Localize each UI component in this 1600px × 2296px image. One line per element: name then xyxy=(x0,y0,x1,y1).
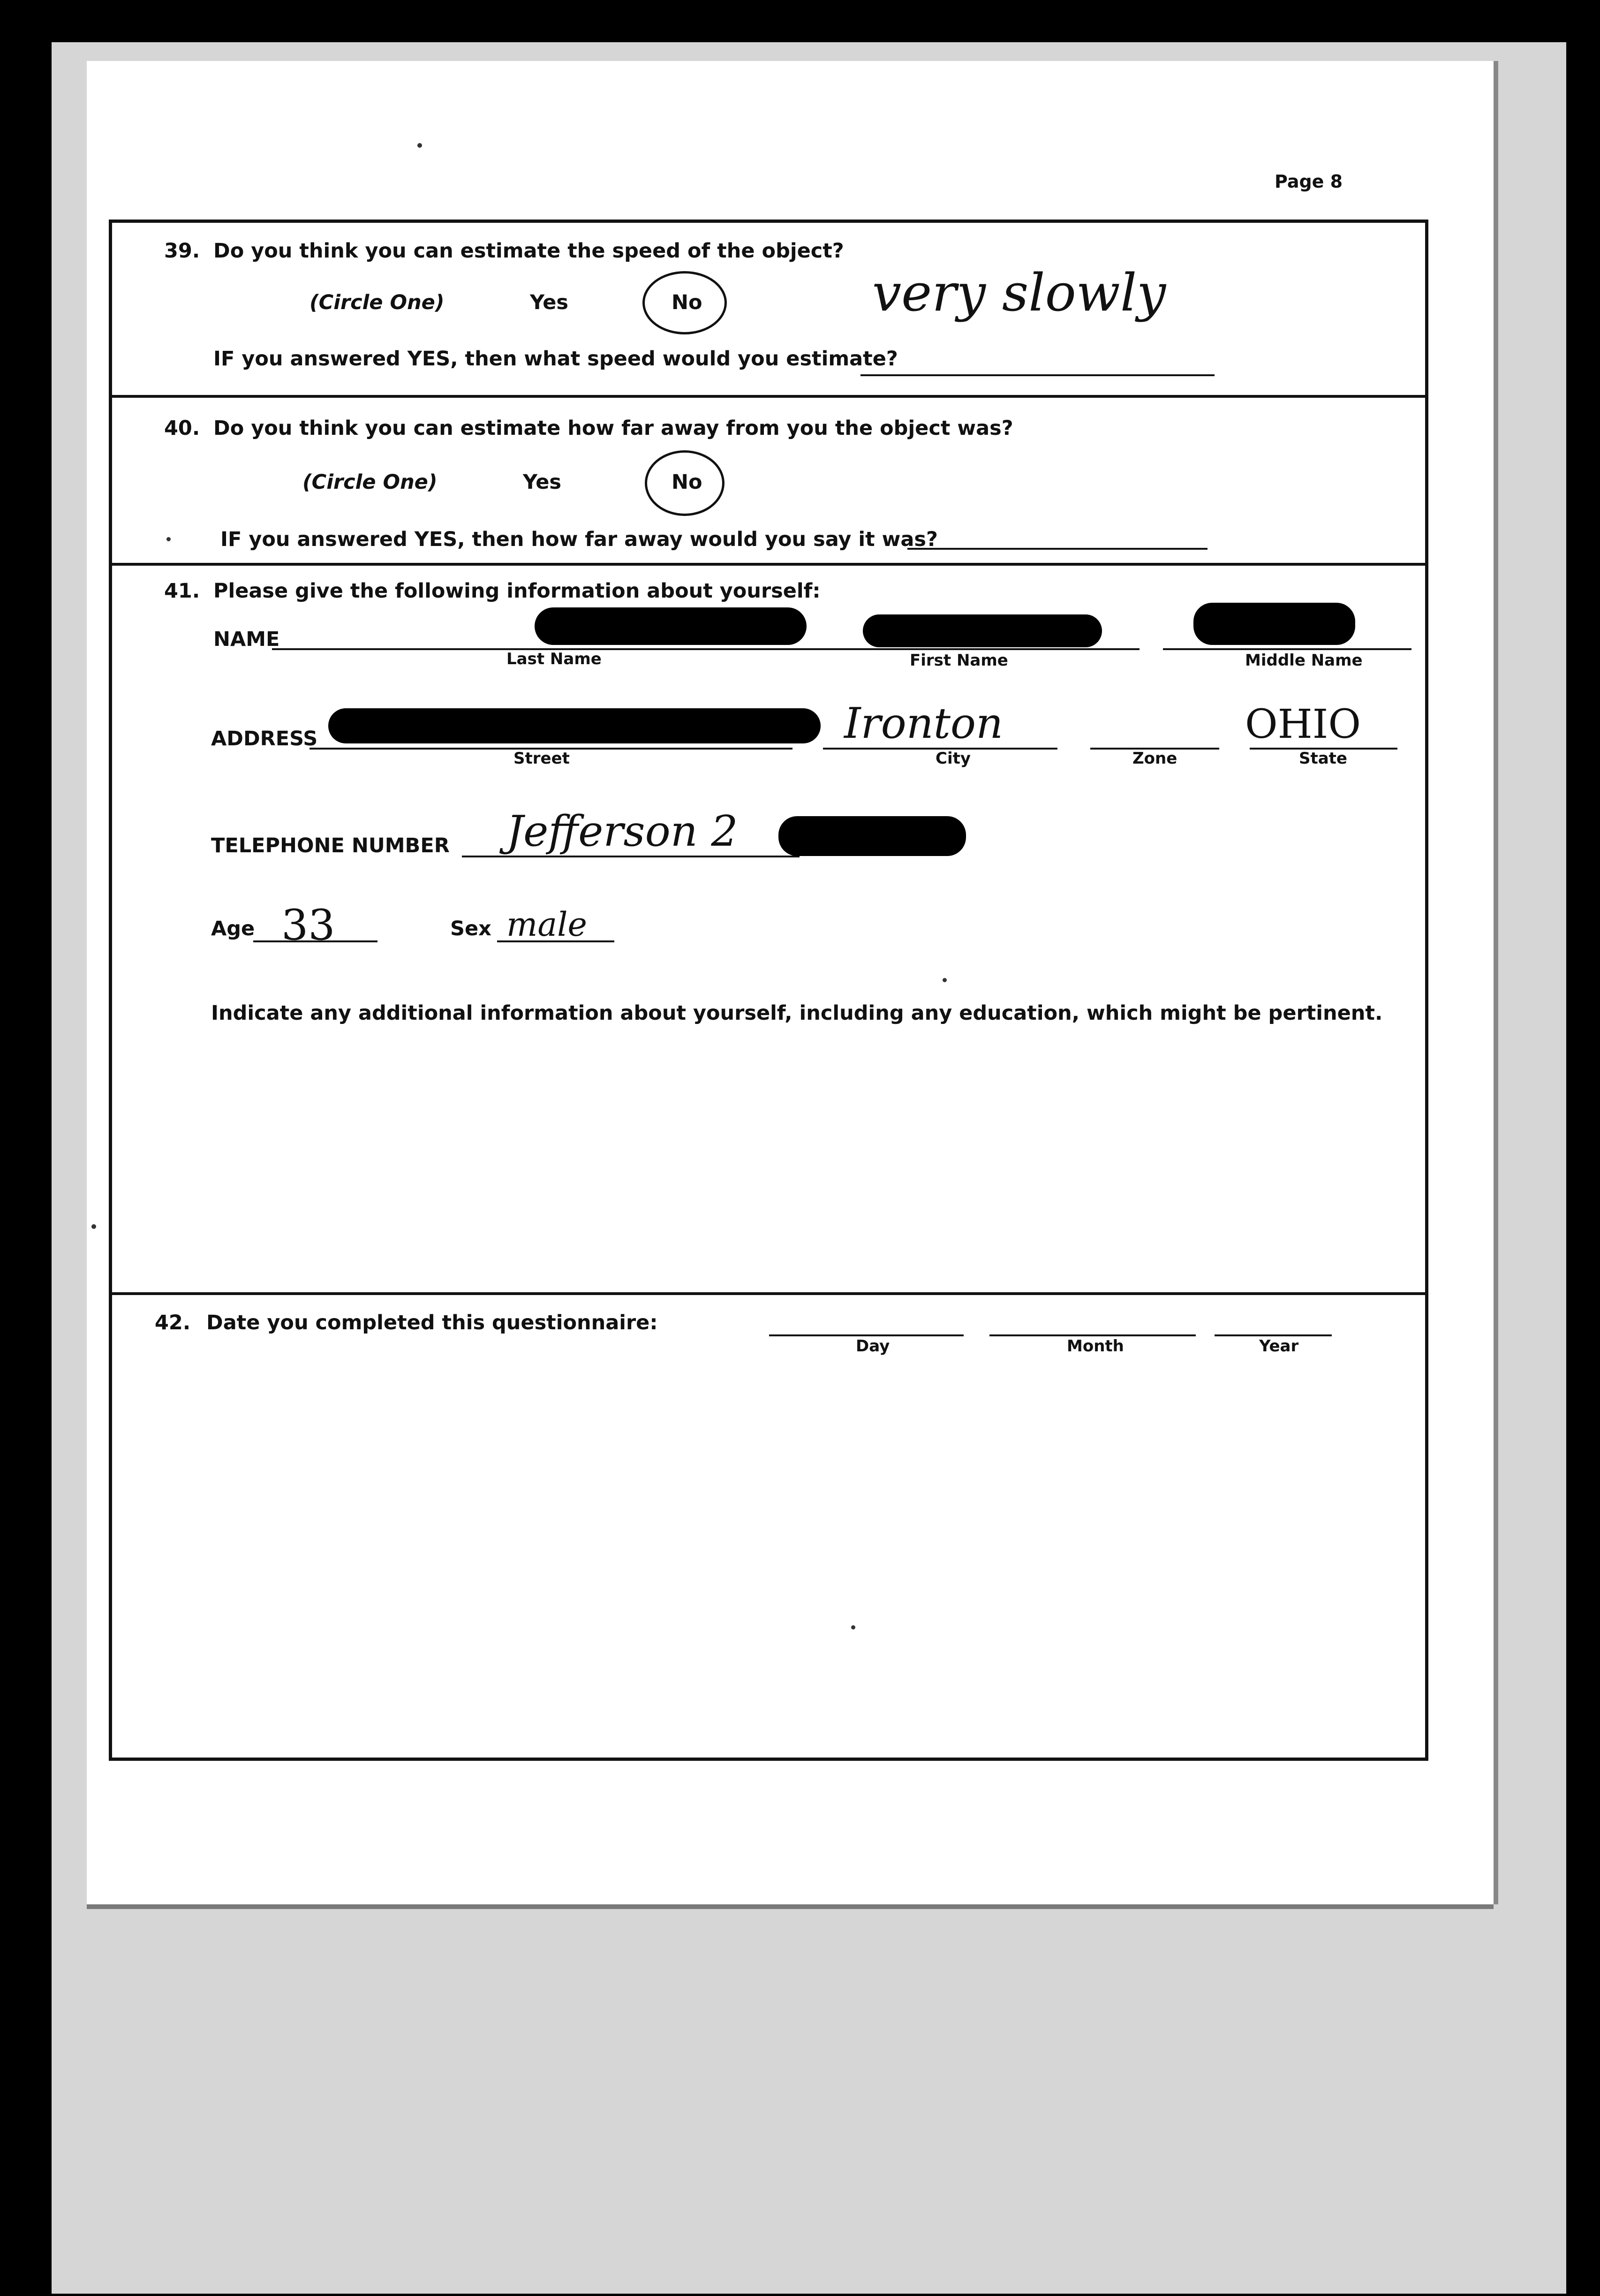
day-line[interactable] xyxy=(769,1334,964,1336)
sex-value: male xyxy=(506,905,587,944)
q40-circle-one: (Circle One) xyxy=(302,470,438,494)
last-name-caption: Last Name xyxy=(506,650,602,668)
q40-distance-line[interactable] xyxy=(907,548,1208,550)
telephone-label: TELEPHONE NUMBER xyxy=(211,834,450,857)
q39-circle-one: (Circle One) xyxy=(309,291,445,314)
q39-speed-line[interactable] xyxy=(860,374,1215,376)
q40-yes-option[interactable]: Yes xyxy=(523,470,561,494)
redacted-telephone xyxy=(778,816,966,856)
q39-handwritten-speed: very slowly xyxy=(872,263,1166,323)
first-name-caption: First Name xyxy=(910,651,1008,670)
zone-caption: Zone xyxy=(1132,749,1177,768)
scan-speck xyxy=(851,1625,855,1629)
year-line[interactable] xyxy=(1215,1334,1332,1336)
telephone-value: Jefferson 2 xyxy=(506,807,738,856)
additional-info-prompt: Indicate any additional information about yourself, including any education, which might be pertinent. xyxy=(211,1001,1383,1025)
state-value: OHIO xyxy=(1245,701,1361,748)
name-label: NAME xyxy=(213,628,280,651)
redacted-middle-name xyxy=(1193,603,1355,645)
sex-label: Sex xyxy=(450,917,491,940)
month-line[interactable] xyxy=(989,1334,1196,1336)
age-label: Age xyxy=(211,917,255,940)
q42-number: 42. xyxy=(155,1311,191,1334)
street-caption: Street xyxy=(513,749,570,768)
q42-question: Date you completed this questionnaire: xyxy=(206,1311,658,1334)
q40-question: Do you think you can estimate how far away from you the object was? xyxy=(213,417,1013,440)
city-caption: City xyxy=(936,749,971,768)
q39-no-option[interactable]: No xyxy=(672,291,702,314)
additional-info-area[interactable] xyxy=(211,1037,1383,1276)
divider-40-41 xyxy=(112,563,1425,566)
q39-yes-option[interactable]: Yes xyxy=(530,291,568,314)
scan-speck xyxy=(943,978,947,982)
first-name-line[interactable] xyxy=(863,648,1140,650)
state-caption: State xyxy=(1299,749,1347,768)
divider-39-40 xyxy=(112,395,1425,398)
year-caption: Year xyxy=(1259,1337,1299,1356)
q39-number: 39. xyxy=(164,239,200,263)
scan-speck xyxy=(166,537,171,541)
q41-number: 41. xyxy=(164,579,200,603)
redacted-first-name xyxy=(863,614,1102,647)
q41-question: Please give the following information about yourself: xyxy=(213,579,821,603)
middle-name-line[interactable] xyxy=(1163,648,1411,650)
page-number: Page 8 xyxy=(1275,171,1343,192)
redacted-last-name xyxy=(535,607,807,645)
scan-speck xyxy=(417,143,422,148)
address-label: ADDRESS xyxy=(211,727,318,750)
q39-question: Do you think you can estimate the speed of the object? xyxy=(213,239,844,263)
month-caption: Month xyxy=(1067,1337,1124,1356)
age-value: 33 xyxy=(281,901,335,950)
questionnaire-form xyxy=(109,220,1428,1761)
q39-followup: IF you answered YES, then what speed would you estimate? xyxy=(213,347,898,371)
q40-followup: IF you answered YES, then how far away would you say it was? xyxy=(220,528,938,551)
q40-no-option[interactable]: No xyxy=(672,470,702,494)
city-value: Ironton xyxy=(844,699,1004,748)
q40-number: 40. xyxy=(164,417,200,440)
redacted-street xyxy=(328,708,821,743)
middle-name-caption: Middle Name xyxy=(1245,651,1363,670)
scan-speck xyxy=(91,1224,96,1229)
day-caption: Day xyxy=(856,1337,890,1356)
divider-41-42 xyxy=(112,1292,1425,1295)
